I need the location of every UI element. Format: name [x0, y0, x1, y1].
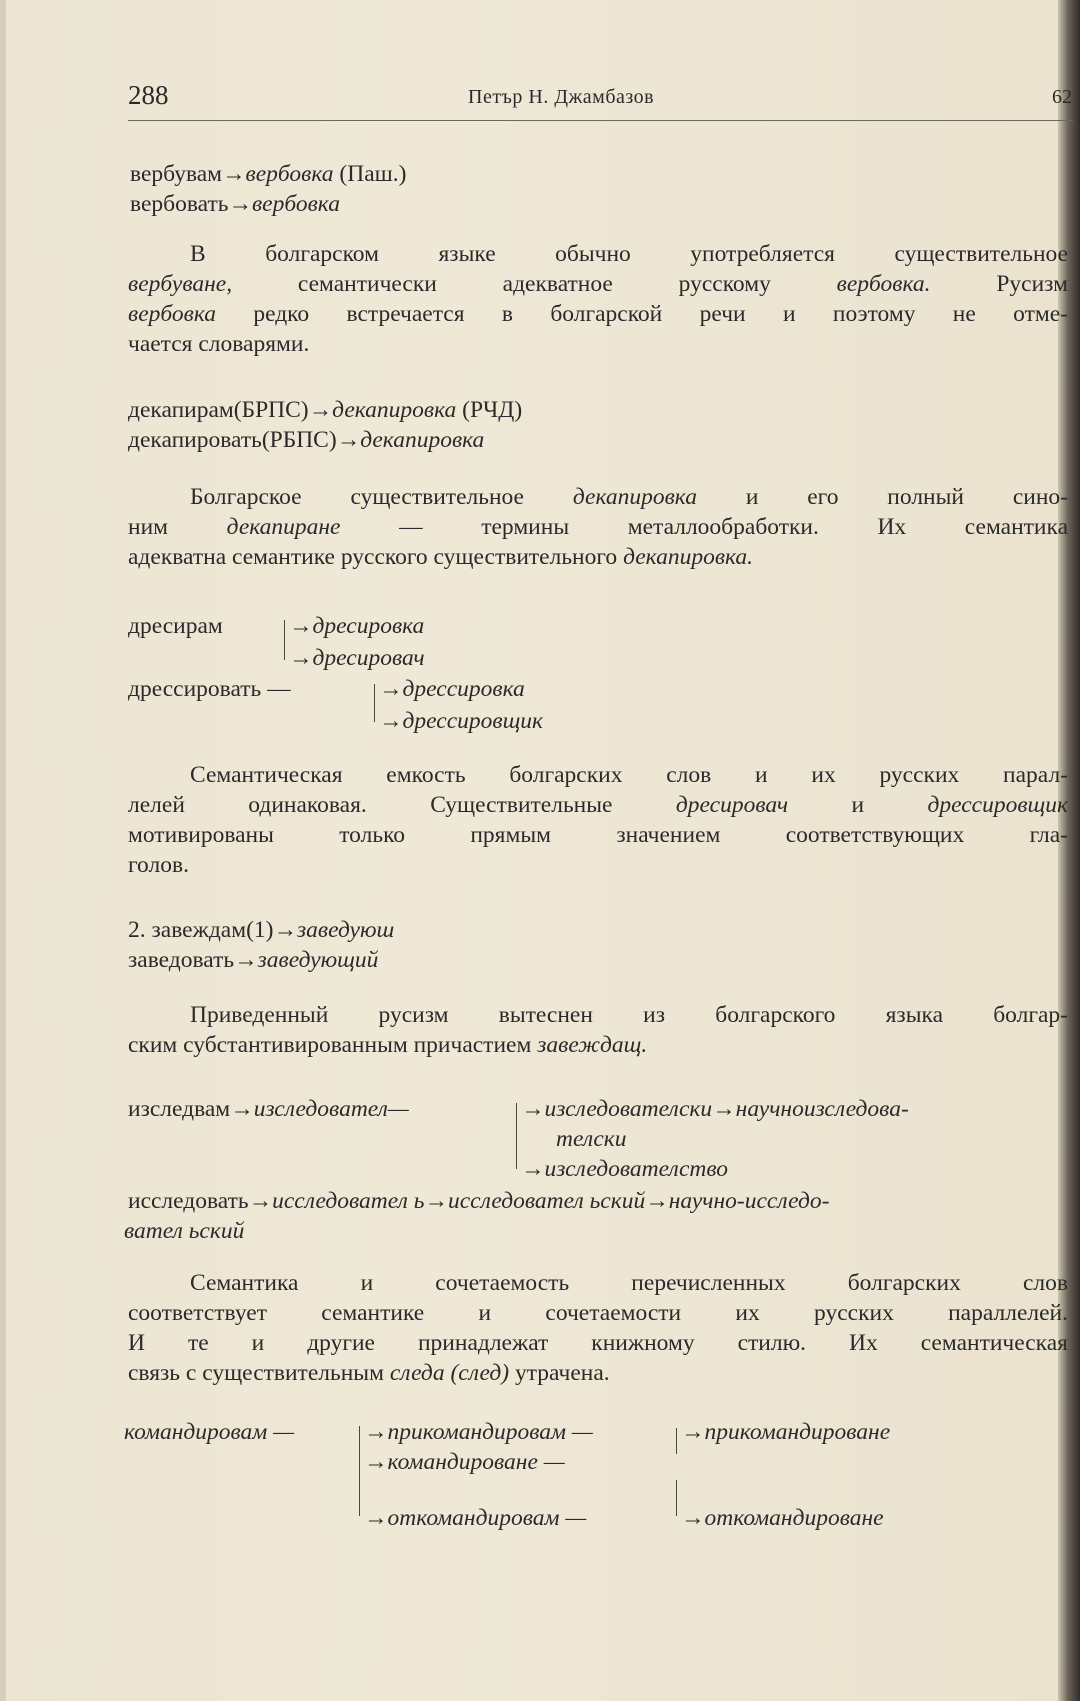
para-verbuvam-line4: чается словарями.: [128, 331, 310, 357]
header-rule: [128, 120, 1073, 121]
entry-dresiram-ru-r1: →дрессировка: [379, 676, 525, 702]
para-dresiram-line1: Семантическая емкость болгарских слов и их русских парал-: [190, 762, 1068, 788]
entry-verbuvam-bg: вербувам→вербовка (Паш.): [130, 161, 407, 187]
para-izsledvam-line3: И те и другие принадлежат книжному стилю. Их семантическая: [128, 1330, 1068, 1356]
entry-komandirovam-r3: →откомандировам —: [364, 1505, 587, 1531]
entry-izsledvam-r1c: телски: [556, 1126, 627, 1152]
para-verbuvam-line1: В болгарском языке обычно употребляется существительное: [190, 241, 1068, 267]
para-dresiram-line2: лелей одинаковая. Существительные дресировач и дрессировщик: [128, 792, 1069, 818]
bracket-dressirovat: [374, 684, 375, 722]
entry-komandirovam: командировам —: [124, 1419, 295, 1445]
entry-komandirovam-r2: →командироване —: [364, 1449, 565, 1475]
entry-komandirovam-r1: →прикомандировам —: [364, 1419, 593, 1445]
corner-mark: 62: [1052, 86, 1072, 108]
entry-komandirovam-r1b: →прикомандироване: [681, 1419, 891, 1445]
entry-dresiram-bg-r1: →дресировка: [289, 613, 425, 639]
para-zavezhdam-line2: ским субстантивированным причастием завеждащ.: [128, 1032, 648, 1058]
para-izsledvam-line4: связь с существительным следа (след) утрачена.: [128, 1360, 610, 1386]
entry-izsledvam-r2: →изследователство: [521, 1156, 729, 1182]
para-dekapiram-line2: ним декапиране — термины металлообработки. Их семантика: [128, 514, 1068, 540]
page-number: 288: [128, 80, 169, 110]
entry-izsledvam-bg: изследвам→изследовател—: [128, 1096, 409, 1122]
entry-zavezhdam-bg: 2. завеждам(1)→заведуюш: [128, 917, 395, 943]
bracket-prikomandirovam: [676, 1428, 677, 1454]
entry-zavezhdam-ru: заведовать→заведующий: [128, 947, 379, 973]
entry-verbuvam-ru: вербовать→вербовка: [130, 191, 340, 217]
para-dresiram-line3: мотивированы только прямым значением соответствующих гла-: [128, 822, 1068, 848]
entry-dresiram-ru-r2: →дрессировщик: [379, 708, 544, 734]
entry-izsledvam-r1: →изследователски→научноизследова-: [521, 1096, 909, 1122]
para-zavezhdam-line1: Приведенный русизм вытеснен из болгарского языка болгар-: [190, 1002, 1068, 1028]
page-header: [128, 78, 1078, 118]
bracket-dresiram: [284, 620, 285, 660]
running-head: Петър Н. Джамбазов: [468, 86, 655, 108]
entry-dresiram-bg: дресирам: [128, 613, 223, 639]
entry-izsledvam-ru: исследовать→исследовател ь→исследовател ьский→научно-исследо-: [128, 1188, 830, 1214]
entry-dresiram-ru: дрессировать —: [128, 676, 291, 702]
entry-dekapiram-bg: декапирам(БРПС)→декапировка (РЧД): [128, 397, 523, 423]
entry-dresiram-bg-r2: →дресировач: [289, 645, 425, 671]
bracket-izsledovatel: [516, 1103, 517, 1169]
para-dresiram-line4: голов.: [128, 852, 189, 878]
page-left-edge: [0, 0, 6, 1701]
para-dekapiram-line1: Болгарское существительное декапировка и его полный сино-: [190, 484, 1068, 510]
bracket-otkomandirovam: [676, 1480, 677, 1516]
para-verbuvam-line3: вербовка редко встречается в болгарской речи и поэтому не отме-: [128, 301, 1068, 327]
entry-komandirovam-r3b: →откомандироване: [681, 1505, 884, 1531]
bracket-komandirovam: [359, 1426, 360, 1516]
para-dekapiram-line3: адекватна семантике русского существительного декапировка.: [128, 544, 754, 570]
para-izsledvam-line1: Семантика и сочетаемость перечисленных болгарских слов: [190, 1270, 1068, 1296]
entry-izsledvam-ru-cont: вател ьский: [124, 1218, 245, 1244]
para-verbuvam-line2: вербуване, семантически адекватное русскому вербовка. Русизм: [128, 271, 1068, 297]
entry-dekapiram-ru: декапировать(РБПС)→декапировка: [128, 427, 485, 453]
para-izsledvam-line2: соответствует семантике и сочетаемости их русских параллелей.: [128, 1300, 1068, 1326]
